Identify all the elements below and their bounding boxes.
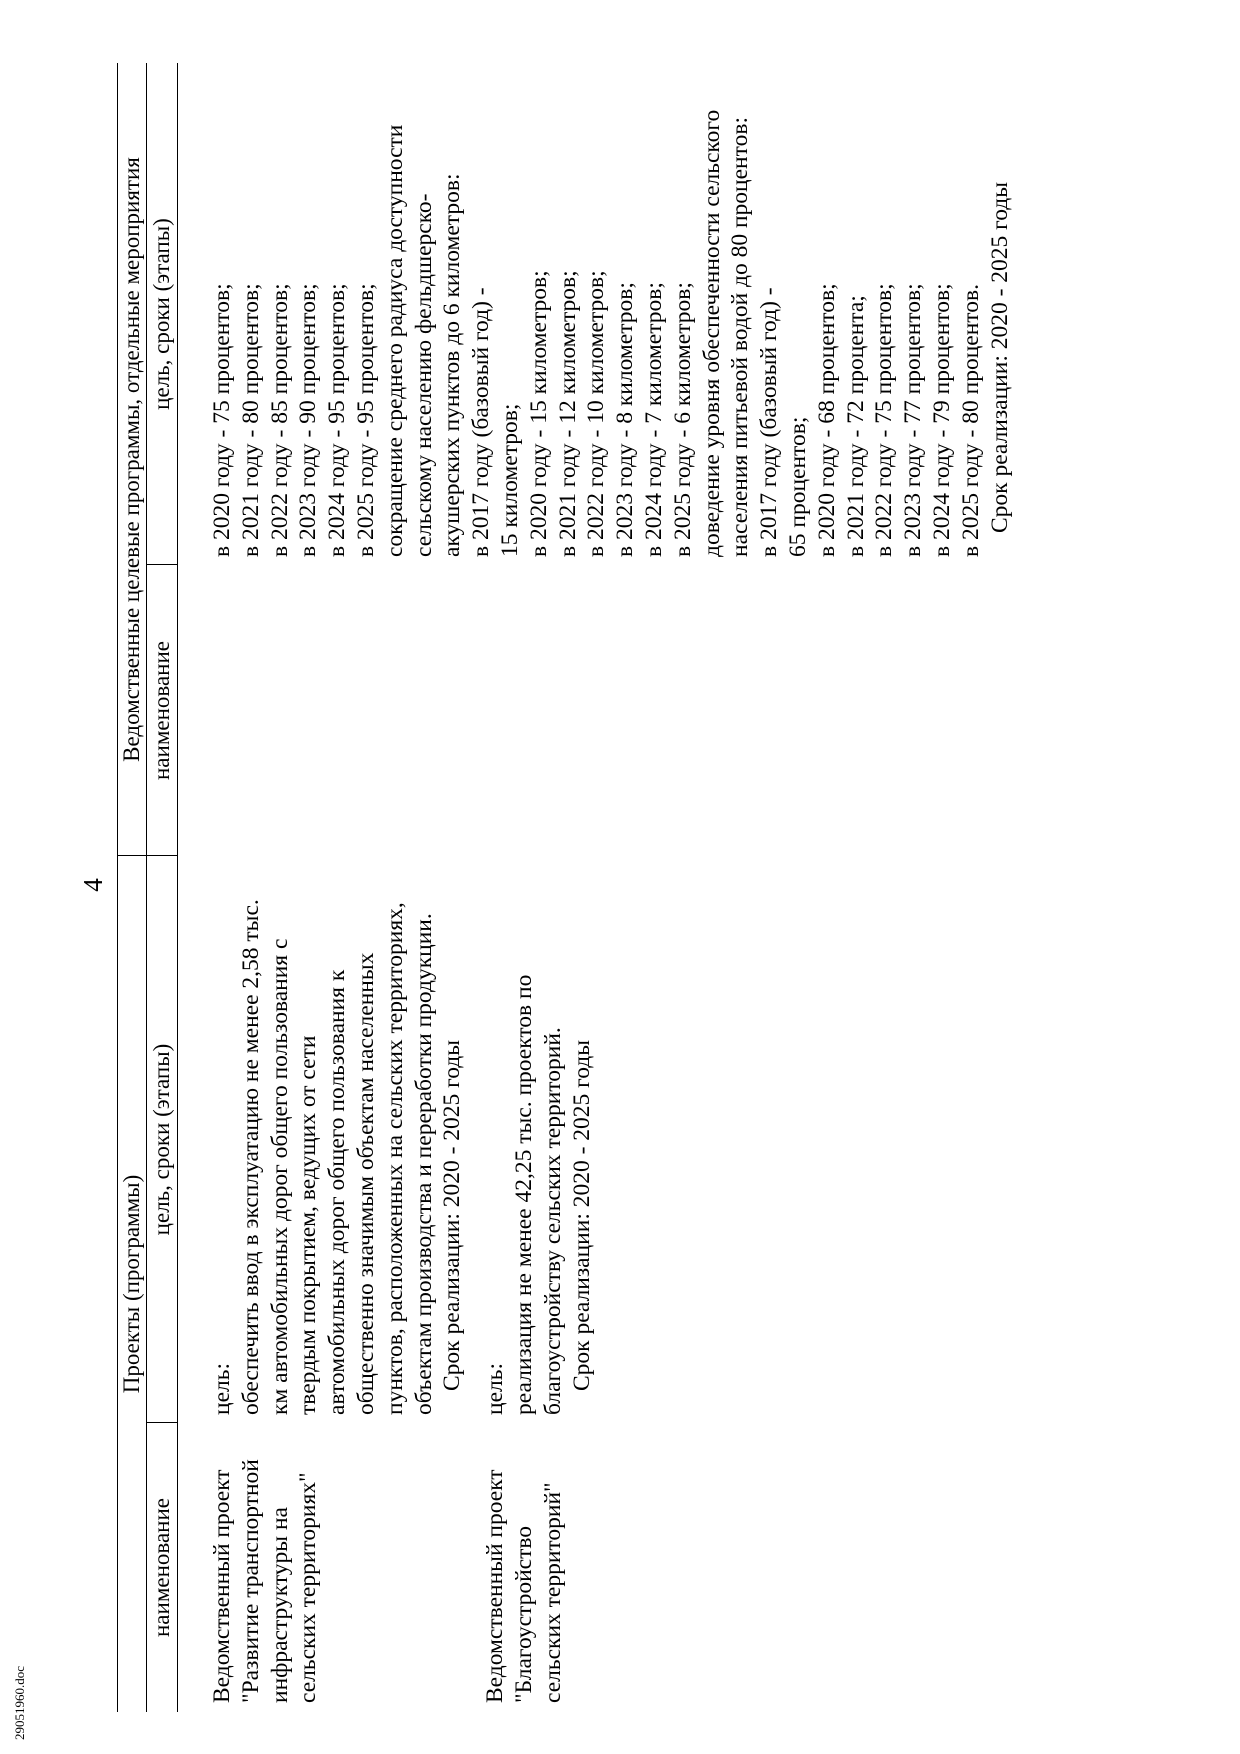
header-name-2: наименование [149, 641, 174, 780]
text-line: доведение уровня обеспеченности сельского [698, 109, 725, 557]
text-line: в 2025 году - 95 процентов; [352, 283, 379, 557]
text-line: реализация не менее 42,25 тыс. проектов по [510, 974, 537, 1415]
goal-label: цель: [482, 1363, 509, 1415]
project-goals-column [208, 899, 596, 1415]
text-line: пунктов, расположенных на сельских территориях, [381, 902, 408, 1415]
text-line: в 2022 году - 10 километров; [583, 270, 610, 557]
text-line: в 2021 году - 72 процента; [842, 295, 869, 557]
text-line: в 2017 году (базовый год) - [756, 287, 783, 557]
header-group-projects: Проекты (программы) [119, 1174, 144, 1394]
header-name-1: наименование [149, 1498, 174, 1637]
text-line: общественно значимым объектам населенных [352, 952, 379, 1415]
text-line: в 2020 году - 68 процентов; [813, 283, 840, 557]
text-line: в 2025 году - 80 процентов. [957, 284, 984, 557]
text-line: сельских территорий" [539, 1482, 566, 1703]
text-line: инфраструктуры на [266, 1507, 293, 1703]
text-line: в 2020 году - 75 процентов; [209, 283, 235, 557]
header-bottom-rule [177, 63, 178, 1712]
text-line: твердым покрытием, ведущих от сети [295, 1035, 322, 1415]
project-names-column [208, 1459, 568, 1703]
project-name-1 [208, 1459, 467, 1703]
project-name-2 [481, 1459, 567, 1703]
program-goals-column [208, 110, 1014, 557]
text-line: благоустройству сельских территорий. [539, 1027, 566, 1415]
text-line: сельскому населению фельдшерско- [410, 193, 437, 557]
text-line: 15 километров; [496, 403, 523, 557]
header-group-programs: Ведомственные целевые программы, отдельные мероприятия [119, 157, 144, 762]
page-number: 4 [78, 878, 108, 892]
text-line: в 2024 году - 7 километров; [640, 282, 667, 557]
text-line: в 2024 году - 95 процентов; [324, 283, 351, 557]
header-goal-2: цель, сроки (этапы) [149, 218, 174, 410]
text-line: в 2017 году (базовый год) - [468, 287, 495, 557]
file-name-footer: 29051960.doc [12, 1665, 27, 1740]
project-goal-1 [208, 899, 467, 1415]
text-line: в 2023 году - 90 процентов; [295, 283, 322, 557]
text-line: Ведомственный проект [482, 1469, 509, 1703]
text-line: в 2021 году - 80 процентов; [237, 283, 264, 557]
text-line: в 2021 году - 12 километров; [554, 270, 581, 557]
text-line: в 2023 году - 77 процентов; [900, 283, 927, 557]
text-line: автомобильных дорог общего пользования к [324, 969, 351, 1415]
text-line: "Развитие транспортной [237, 1459, 264, 1703]
text-line: в 2025 году - 6 километров; [669, 282, 696, 557]
text-line: сельских территориях" [295, 1472, 322, 1703]
text-line: акушерских пунктов до 6 километров: [439, 173, 466, 557]
text-line: объектам производства и переработки продукции. [410, 913, 437, 1415]
text-line: км автомобильных дорог общего пользования с [266, 938, 293, 1415]
text-line: в 2023 году - 8 километров; [612, 282, 639, 557]
text-line: в 2022 году - 75 процентов; [871, 283, 898, 557]
text-line: в 2022 году - 85 процентов; [266, 283, 293, 557]
text-line: обеспечить ввод в эксплуатацию не менее 2,58 тыс. [237, 899, 264, 1415]
text-line: в 2024 году - 79 процентов; [928, 283, 955, 557]
header-goal-1: цель, сроки (этапы) [149, 1043, 174, 1236]
project-goal-2 [481, 899, 596, 1415]
goal-label: цель: [209, 1363, 235, 1415]
text-line: сокращение среднего радиуса доступности [381, 124, 408, 557]
text-line: населения питьевой водой до 80 процентов: [727, 117, 754, 557]
text-line: "Благоустройство [510, 1525, 537, 1703]
text-line: в 2020 году - 15 километров; [525, 270, 552, 557]
text-line: 65 процентов; [784, 416, 811, 557]
text-line: Срок реализации: 2020 - 2025 годы [986, 181, 1013, 533]
term-line: Срок реализации: 2020 - 2025 годы [439, 1039, 466, 1391]
term-line: Срок реализации: 2020 - 2025 годы [568, 1039, 595, 1391]
text-line: Ведомственный проект [209, 1469, 235, 1703]
